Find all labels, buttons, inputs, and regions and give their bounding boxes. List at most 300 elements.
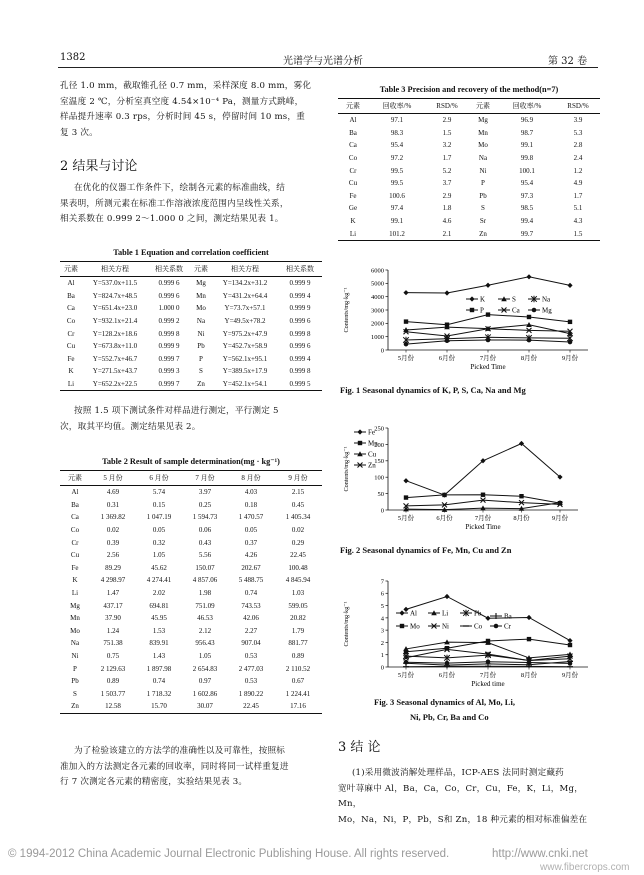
table-cell: 0.05 [152,526,166,535]
table-cell: 98.3 [390,128,404,137]
conclusion-heading: 3 结 论 [338,740,381,755]
x-axis-label: Picked Time [470,363,506,371]
legend-label-cr: Cr [504,622,511,631]
table-cell: 100.48 [288,563,308,572]
table-cell: 95.4 [520,179,534,188]
table-cell: 1.43 [152,652,166,661]
legend-label-li: Li [442,609,449,618]
y-tick-label: 5 [380,602,384,610]
table-cell: 1.53 [152,626,166,635]
data-point-al [485,616,490,621]
y-tick-label: 3 [380,627,384,635]
y-axis-label: Contents/mg·kg⁻¹ [343,601,350,647]
figure-1-caption: Fig. 1 Seasonal dynamics of K, P, S, Ca, Na and Mg [340,385,526,395]
column-header: 元素 [64,265,78,273]
data-point-cr [445,661,450,666]
table-cell: 2.9 [442,116,452,125]
table-cell: 99.8 [520,154,534,163]
table-cell: 3.97 [198,488,212,497]
data-point-cr [527,660,532,665]
table-cell: 0.74 [152,677,166,686]
text-line: 复 3 次。 [60,127,98,138]
table-cell: 743.53 [241,601,261,610]
table-cell: Pb [197,342,205,351]
x-tick-label: 5月份 [397,355,415,362]
results-paragraph-2 [60,404,318,435]
table-cell: 1.000 0 [158,304,180,313]
column-header: 元素 [68,474,82,482]
table-cell: 881.77 [288,639,308,648]
text-line: 行 7 次测定各元素的精密度，实验结果见表 3。 [60,777,248,787]
data-point-mn [442,493,446,497]
x-axis-label: Picked time [471,680,505,688]
watermark: www.fibercrops.com [540,862,630,873]
text-line: 孔径 1.0 mm，截取锥孔径 0.7 mm，采样深度 8.0 mm，雾化 [60,81,312,91]
table-cell: 0.999 8 [158,329,180,338]
table-cell: 46.53 [197,614,213,623]
legend-marker [399,610,404,615]
x-tick-label: 5月份 [397,672,415,679]
table-cell: 1.8 [442,204,452,213]
column-header: 元素 [346,102,360,110]
table-cell: 1.05 [198,652,212,661]
table-cell: 0.999 5 [289,380,311,389]
table-cell: Y=652.2x+22.5 [92,380,138,389]
table-cell: Mg [196,279,206,288]
table-cell: 3.7 [442,179,452,188]
table-cell: Zn [479,229,487,238]
table-cell: 3.2 [442,141,452,150]
column-header: 相关系数 [286,265,314,273]
table-row [60,599,322,612]
table-cell: Mo [478,141,488,150]
legend-label-na: Na [542,295,551,304]
table-cell: Pb [479,191,487,200]
table-cell: 97.3 [520,191,534,200]
table-cell: 1.7 [442,154,452,163]
table-cell: 4 857.06 [192,576,218,585]
column-header: 相关系数 [155,265,183,273]
column-header: 相关方程 [231,265,259,273]
legend-label-ni: Ni [442,622,449,631]
table-cell: Fe [67,354,75,363]
table-cell: 4.3 [573,217,583,226]
data-point-mg [568,340,573,345]
text-line: 相关系数在 0.999 2～1.000 0 之间，测定结果见表 1。 [60,214,284,224]
y-tick-label: 250 [374,425,384,433]
data-point-mo [527,637,531,641]
x-tick-label: 6月份 [438,672,456,679]
table2-caption: Table 2 Result of sample determination(mg · kg⁻¹) [102,457,280,466]
table-row [338,152,600,165]
y-tick-label: 2000 [371,320,384,328]
table-cell: 89.29 [105,563,121,572]
table-cell: S [199,367,203,376]
table-cell: 2 654.83 [192,664,218,673]
table-cell: Na [478,154,488,163]
table-row [60,486,322,499]
table-cell: Li [349,229,357,238]
table-cell: 2 129.63 [100,664,126,673]
legend-marker [470,308,474,312]
text-line: 次，取其平均值。测定结果见表 2。 [60,421,201,432]
table-cell: Cr [67,329,75,338]
table-cell: 0.53 [244,677,258,686]
text-line: 宽叶荨麻中 Al，Ba，Ca，Co，Cr，Cu，Fe，K，Li，Mg，Mn， [338,783,584,809]
text-line: 样品提升速率 0.3 rps，分析时间 45 s，停留时间 10 ms，重 [60,112,306,122]
table-row [60,511,322,524]
figure-3-caption-line2: Ni, Pb, Cr, Ba and Co [410,712,489,722]
table-row [338,190,600,203]
data-point-fe [403,478,408,483]
table-row [60,277,322,290]
page-number: 1382 [60,52,86,63]
table-row [338,127,600,140]
table-cell: Sr [479,217,487,226]
site-link[interactable]: http://www.cnki.net [492,848,588,860]
table-cell: Cr [349,166,357,175]
table-cell: 0.999 7 [158,380,180,389]
table-cell: Ge [348,204,358,213]
x-tick-label: 6月份 [438,355,456,362]
journal-title: 光谱学与光谱分析 [283,56,363,67]
x-tick-label: 9月份 [561,672,579,679]
table-cell: 45.95 [151,614,167,623]
table-cell: 0.43 [198,538,212,547]
table-cell: 1 405.34 [285,513,311,522]
table-cell: Al [67,279,75,288]
table-cell: Mg [70,601,80,610]
table-row [60,302,322,315]
table-row [60,365,322,378]
data-point-k [567,283,572,288]
column-header: RSD/% [567,102,589,110]
x-tick-label: 8月份 [520,672,538,679]
y-tick-label: 1000 [371,334,384,342]
table-cell: 0.999 6 [158,279,180,288]
table-cell: Y=452.1x+54.1 [222,380,268,389]
table-cell: 0.999 2 [158,317,180,326]
y-tick-label: 50 [377,491,384,498]
table-cell: 2.27 [244,626,258,635]
x-tick-label: 5月份 [397,515,415,522]
table-cell: 1 224.41 [285,689,311,698]
table-cell: Ba [71,500,79,509]
table-row [60,524,322,537]
column-header: 相关方程 [101,265,129,273]
table-cell: Co [348,154,358,163]
table-cell: 97.4 [390,204,404,213]
table-row [60,562,322,575]
x-tick-label: 7月份 [474,515,492,522]
legend-label-fe: Fe [368,428,375,437]
table-row [60,378,322,391]
x-tick-label: 9月份 [561,355,579,362]
table-cell: 97.1 [390,116,404,125]
table-cell: 1.05 [152,551,166,560]
data-point-cr [486,659,491,664]
y-tick-label: 0 [380,507,384,515]
table-cell: Na [196,317,206,326]
data-point-mn [481,493,485,497]
table-cell: 98.7 [520,128,534,137]
text-line: 为了检验该建立的方法学的准确性以及可靠性，按照标 [74,746,286,756]
legend-label-mg: Mg [542,306,552,315]
table-cell: 99.5 [390,166,404,175]
table-cell: Ca [67,304,75,313]
data-point-p [404,319,408,323]
table-cell: 0.999 6 [289,317,311,326]
table-cell: Fe [71,563,79,572]
table-cell: 694.81 [149,601,169,610]
table-cell: P [73,664,77,673]
legend-label-pb: Pb [474,609,482,618]
y-axis-label: Contents/mg·kg⁻¹ [343,287,350,333]
data-point-mg [445,338,450,343]
table-cell: Y=562.1x+95.1 [222,354,268,363]
column-header: 8 月份 [241,474,261,482]
table-cell: 2 477.03 [238,664,264,673]
column-header: 元素 [476,102,490,110]
column-header: 元素 [194,265,208,273]
table-cell: Y=389.5x+17.9 [222,367,268,376]
data-point-cr [568,661,573,666]
table-cell: 101.2 [389,229,405,238]
table-cell: 17.16 [290,702,306,711]
table-row [338,139,600,152]
table-cell: 1 369.82 [100,513,126,522]
table-cell: 1 718.32 [146,689,172,698]
column-header: 7 月份 [195,474,215,482]
copyright-footer: © 1994-2012 China Academic Journal Electronic Publishing House. All rights reserved. [8,848,450,860]
table-cell: Ni [71,652,79,661]
table-cell: S [73,689,77,698]
table-cell: Li [67,380,75,389]
table-cell: Mg [478,116,488,125]
table-cell: 0.32 [152,538,166,547]
table-cell: 99.1 [520,141,534,150]
table-cell: 202.67 [241,563,261,572]
table-cell: 2.12 [198,626,212,635]
table-cell: 2.02 [152,589,166,598]
table-cell: 839.91 [149,639,169,648]
table-cell: Y=271.5x+43.7 [92,367,138,376]
table3-caption: Table 3 Precision and recovery of the method(n=7) [379,85,559,94]
table-cell: 0.31 [106,500,120,509]
data-point-k [403,290,408,295]
table-cell: 0.999 4 [289,291,311,300]
table-row [60,587,322,600]
data-point-mo [404,650,408,654]
table-cell: 5 488.75 [238,576,264,585]
table-cell: 5.56 [198,551,212,560]
text-line: (1)采用微波消解处理样品，ICP-AES 法同时测定藏药 [352,768,564,778]
y-tick-label: 100 [374,474,384,482]
y-tick-label: 6 [380,590,384,598]
legend-label-s: S [512,295,516,304]
legend-label-al: Al [410,609,417,618]
table-cell: Y=431.2x+64.4 [222,291,268,300]
table-cell: P [199,354,203,363]
table-cell: 2.9 [442,191,452,200]
table-cell: 1 897.98 [146,664,172,673]
y-tick-label: 6000 [371,267,384,275]
table-cell: 907.04 [241,639,261,648]
table-cell: Zn [197,380,205,389]
data-point-mn [404,495,408,499]
table-cell: 2.1 [442,229,452,238]
data-point-p [568,320,572,324]
column-header: 5 月份 [103,474,123,482]
column-header: RSD/% [436,102,458,110]
table-cell: Ba [67,291,75,300]
table1-caption: Table 1 Equation and correlation coefficient [113,248,269,257]
table-cell: 599.05 [288,601,308,610]
table-cell: 30.07 [197,702,213,711]
table-cell: Y=673.8x+11.0 [92,342,138,351]
table-cell: 1 890.22 [238,689,264,698]
y-axis-label: Contents/mg·kg⁻¹ [343,446,350,492]
table-row [338,114,600,127]
table-cell: Co [70,526,80,535]
legend-label-mo: Mo [410,622,420,631]
table-cell: 0.29 [291,538,305,547]
table-row [338,177,600,190]
x-tick-label: 7月份 [479,672,497,679]
table-row [60,675,322,688]
table-cell: 0.15 [152,500,166,509]
table-cell: 20.82 [290,614,306,623]
table-cell: 22.45 [243,702,259,711]
conclusion-paragraph [338,766,600,828]
intro-paragraph [60,79,318,141]
table-row [60,612,322,625]
table-cell: 1.47 [106,589,120,598]
table-cell: 1.98 [198,589,212,598]
data-point-k [444,290,449,295]
table-cell: 1.24 [106,626,120,635]
table-cell: 22.45 [290,551,306,560]
data-point-al [567,638,572,643]
table-row [60,499,322,512]
table-cell: 2.4 [573,154,583,163]
table-cell: Ba [349,128,357,137]
table-cell: Y=824.7x+48.5 [92,291,138,300]
table-cell: K [72,576,78,585]
table-row [60,662,322,675]
table-row [60,549,322,562]
table-cell: Mn [196,291,206,300]
table-cell: 0.39 [106,538,120,547]
table-cell: Y=552.7x+46.7 [92,354,138,363]
table-cell: Ni [479,166,487,175]
table-row [60,315,322,328]
header-rule [58,67,598,68]
table-cell: 4.03 [244,488,258,497]
table-row [338,215,600,228]
table-cell: 0.45 [291,500,305,509]
x-tick-label: 8月份 [520,355,538,362]
legend-marker [532,308,537,313]
y-tick-label: 2 [380,639,384,647]
table-cell: Mo [196,304,206,313]
legend-marker [400,624,404,628]
figure-3-caption: Fig. 3 Seasonal dynamics of Al, Mo, Li, [374,697,515,707]
y-tick-label: 0 [380,347,384,355]
data-point-p [527,315,531,319]
figure-2-caption: Fig. 2 Seasonal dynamics of Fe, Mn, Cu and Zn [340,545,512,555]
legend-label-k: K [480,295,486,304]
table-cell: 1 594.73 [192,513,218,522]
table-cell: Ca [349,141,357,150]
text-line: 室温度 2 ℃，分析室真空度 4.54×10⁻⁴ Pa，测量方式跳峰， [60,96,304,107]
table3 [338,98,600,241]
figure-3-chart [338,573,600,695]
table-cell: 0.89 [291,652,305,661]
legend-label-co: Co [474,622,483,631]
data-point-mg [404,342,409,347]
x-tick-label: 6月份 [436,515,453,522]
table-cell: 4 298.97 [100,576,126,585]
table2 [60,470,322,714]
table-row [60,688,322,701]
table-cell: 0.67 [291,677,305,686]
table-cell: K [68,367,74,376]
table-cell: 1.2 [573,166,583,175]
text-line: Mo，Na，Ni，P，Pb，S和 Zn，18 种元素的相对标准偏差在 [338,814,588,825]
table-cell: Y=975.2x+47.9 [222,329,268,338]
table-cell: 97.2 [390,154,404,163]
table-cell: 751.09 [195,601,215,610]
y-tick-label: 0 [380,664,384,672]
table-cell: Cu [348,179,358,188]
table-cell: 1.79 [291,626,305,635]
table-row [60,700,322,713]
figure-2-chart [338,418,600,540]
table-cell: P [481,179,485,188]
series-line-fe [406,444,560,496]
legend-label-ca: Ca [512,306,520,315]
table-cell: 42.06 [243,614,259,623]
table-cell: 3.9 [573,116,583,125]
table-cell: 0.999 6 [158,291,180,300]
table-cell: 0.999 8 [289,367,311,376]
y-tick-label: 200 [374,441,384,449]
data-point-mg [486,338,491,343]
table-cell: 4.26 [244,551,258,560]
table-row [60,637,322,650]
table-cell: Ca [71,513,79,522]
table-cell: Zn [71,702,79,711]
table-cell: Y=49.5x+78.2 [224,317,266,326]
legend-label-mn: Mn [368,439,378,448]
table-cell: 0.999 9 [289,304,311,313]
legend-marker [494,624,499,629]
table-cell: 5.74 [152,488,166,497]
table-cell: 1 503.77 [100,689,126,698]
table-cell: Ni [197,329,205,338]
table-row [60,327,322,340]
table-row [60,290,322,303]
y-tick-label: 5000 [371,280,384,288]
table-cell: 98.5 [520,204,534,213]
table-cell: Y=651.4x+23.0 [92,304,138,313]
table-cell: Cr [71,538,79,547]
data-point-mg [527,338,532,343]
table-cell: Y=932.1x+21.4 [92,317,138,326]
table-cell: 0.999 9 [289,279,311,288]
table-cell: 4 274.41 [146,576,172,585]
